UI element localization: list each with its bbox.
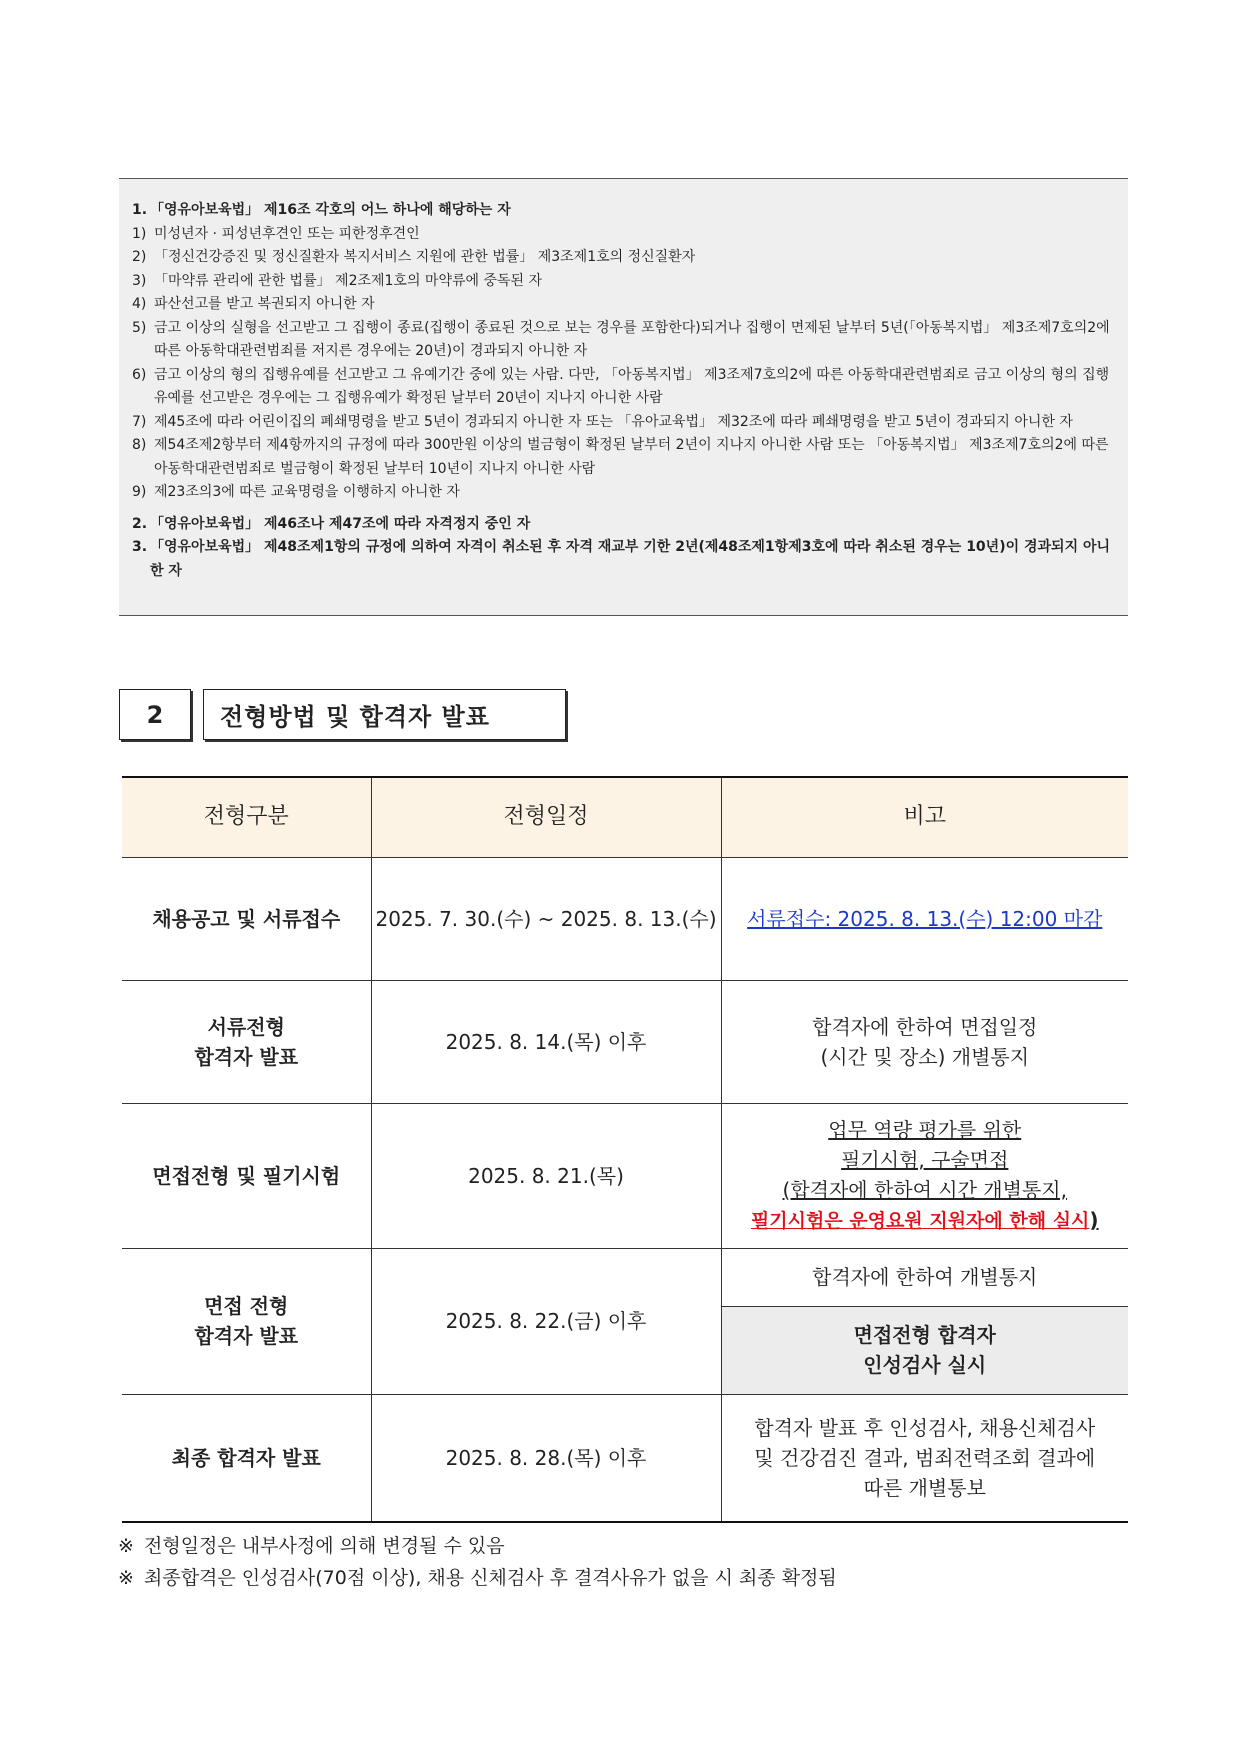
row-date: 2025. 7. 30.(수) ~ 2025. 8. 13.(수) — [371, 857, 721, 980]
row-category: 서류전형 합격자 발표 — [122, 980, 371, 1103]
table-row — [122, 1248, 1128, 1306]
qual-item: 3) 「마약류 관리에 관한 법률」 제2조제1호의 마약류에 중독된 자 — [132, 272, 543, 289]
row-remark: 업무 역량 평가를 위한 필기시험, 구술면접 (합격자에 한하여 시간 개별통지, 필기시험은 운영요원 지원자에 한해 실시) — [721, 1103, 1128, 1248]
table-header-row — [122, 777, 1128, 857]
row-remark-shaded: 면접전형 합격자 인성검사 실시 — [721, 1306, 1128, 1394]
qual-item: 5) 금고 이상의 실형을 선고받고 그 집행이 종료(집행이 종료된 것으로 보는 경우를 포함한다)되거나 집행이 면제된 날부터 5년(「아동복지법」 제3조제7호의2에 따른 아동학대관련범죄를 저지른 경우에는 20년)이 경과되지 아니한 자 — [132, 319, 1110, 359]
table-row — [122, 1394, 1128, 1522]
row-date: 2025. 8. 28.(목) 이후 — [371, 1394, 721, 1522]
header-remarks: 비고 — [721, 777, 1128, 857]
row-remark: 합격자에 한하여 개별통지 — [721, 1248, 1128, 1306]
row-date: 2025. 8. 21.(목) — [371, 1103, 721, 1248]
written-test-notice: 필기시험은 운영요원 지원자에 한해 실시 — [750, 1210, 1090, 1232]
header-category: 전형구분 — [122, 777, 371, 857]
row-remark — [721, 857, 1128, 980]
footnote: ※ 전형일정은 내부사정에 의해 변경될 수 있음 — [118, 1535, 505, 1557]
qual-heading-3: 3. 「영유아보육법」 제48조제1항의 규정에 의하여 자격이 취소된 후 자격 재교부 기한 2년(제48조제1항제3호에 따라 취소된 경우는 10년)이 경과되지 아니한 자 — [132, 539, 1111, 579]
row-remark: 합격자에 한하여 면접일정 (시간 및 장소) 개별통지 — [721, 980, 1128, 1103]
table-row — [122, 980, 1128, 1103]
section-number: 2 — [119, 689, 191, 740]
footnotes — [118, 1530, 837, 1594]
row-category: 채용공고 및 서류접수 — [122, 857, 371, 980]
table-row — [122, 857, 1128, 980]
row-remark: 합격자 발표 후 인성검사, 채용신체검사 및 건강검진 결과, 범죄전력조회 결과에 따른 개별통보 — [721, 1394, 1128, 1522]
row-category: 최종 합격자 발표 — [122, 1394, 371, 1522]
row-date: 2025. 8. 22.(금) 이후 — [371, 1248, 721, 1394]
qual-item: 7) 제45조에 따라 어린이집의 폐쇄명령을 받고 5년이 경과되지 아니한 자 또는 「유아교육법」 제32조에 따라 폐쇄명령을 받고 5년이 경과되지 아니한 자 — [132, 413, 1073, 430]
footnote: ※ 최종합격은 인성검사(70점 이상), 채용 신체검사 후 결격사유가 없을 시 최종 확정됨 — [118, 1567, 837, 1589]
row-category: 면접 전형 합격자 발표 — [122, 1248, 371, 1394]
qual-item: 9) 제23조의3에 따른 교육명령을 이행하지 아니한 자 — [132, 484, 460, 500]
qual-item: 2) 「정신건강증진 및 정신질환자 복지서비스 지원에 관한 법률」 제3조제1호의 정신질환자 — [132, 249, 696, 265]
qual-item: 1) 미성년자 · 피성년후견인 또는 피한정후견인 — [132, 225, 420, 242]
qual-item: 4) 파산선고를 받고 복권되지 아니한 자 — [132, 296, 375, 312]
disqualification-box — [119, 178, 1128, 616]
qual-heading-2: 2. 「영유아보육법」 제46조나 제47조에 따라 자격정지 중인 자 — [132, 515, 531, 532]
header-schedule: 전형일정 — [371, 777, 721, 857]
section-title: 전형방법 및 합격자 발표 — [203, 689, 566, 740]
qual-item: 6) 금고 이상의 형의 집행유예를 선고받고 그 유예기간 중에 있는 사람. 다만, 「아동복지법」 제3조제7호의2에 따른 아동학대관련범죄로 금고 이상의 형의 집행유예를 선고받은 경우에는 그 집행유예가 확정된 날부터 20년이 지나지 아니한 사람 — [132, 366, 1110, 406]
qual-heading-1: 1. 「영유아보육법」 제16조 각호의 어느 하나에 해당하는 자 — [132, 202, 511, 218]
row-date: 2025. 8. 14.(목) 이후 — [371, 980, 721, 1103]
row-category: 면접전형 및 필기시험 — [122, 1103, 371, 1248]
schedule-table — [122, 776, 1128, 1523]
table-row — [122, 1103, 1128, 1248]
application-deadline-link[interactable]: 서류접수: 2025. 8. 13.(수) 12:00 마감 — [747, 906, 1103, 931]
qual-item: 8) 제54조제2항부터 제4항까지의 규정에 따라 300만원 이상의 벌금형이 확정된 날부터 2년이 지나지 아니한 사람 또는 「아동복지법」 제3조제7호의2에 따른 아동학대관련범죄로 벌금형이 확정된 날부터 10년이 지나지 아니한 사람 — [132, 437, 1109, 477]
